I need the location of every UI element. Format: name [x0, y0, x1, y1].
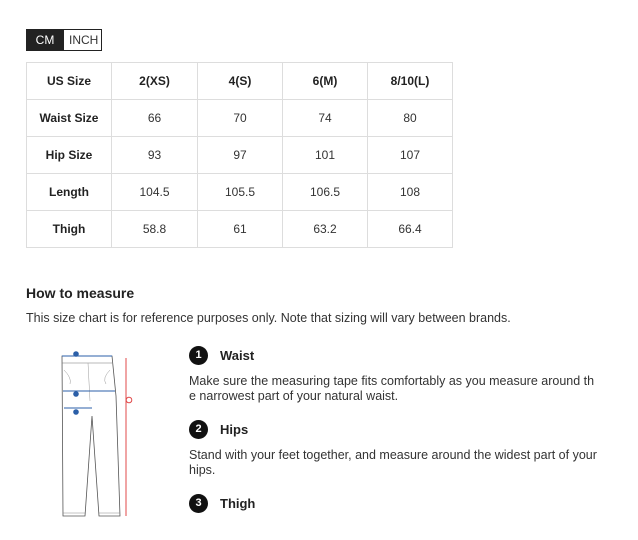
table-cell: 101	[283, 137, 368, 174]
table-cell: 80	[368, 100, 453, 137]
table-cell: 97	[198, 137, 283, 174]
step-description: Make sure the measuring tape fits comfortably as you measure around the narrowest part of your natural waist.	[189, 374, 595, 403]
table-row	[27, 211, 453, 248]
step-thigh	[189, 494, 599, 513]
how-to-measure-title: How to measure	[26, 285, 135, 301]
step-waist	[189, 346, 599, 404]
column-header: 4(S)	[198, 63, 283, 100]
table-cell: 106.5	[283, 174, 368, 211]
column-header: 6(M)	[283, 63, 368, 100]
table-row	[27, 100, 453, 137]
table-cell: 70	[198, 100, 283, 137]
how-to-measure-description: This size chart is for reference purposes only. Note that sizing will vary between brands.	[26, 311, 511, 325]
step-hips	[189, 420, 599, 478]
table-cell: 104.5	[112, 174, 198, 211]
table-cell: 108	[368, 174, 453, 211]
pants-measurement-diagram-icon	[50, 346, 150, 521]
table-row	[27, 137, 453, 174]
unit-toggle	[26, 29, 102, 51]
table-cell: 74	[283, 100, 368, 137]
size-chart-table	[26, 62, 453, 248]
table-cell: 93	[112, 137, 198, 174]
step-number-badge: 1	[189, 346, 208, 365]
inch-button[interactable]: INCH	[64, 29, 102, 51]
row-label: Thigh	[27, 211, 112, 248]
column-header: 8/10(L)	[368, 63, 453, 100]
step-number-badge: 3	[189, 494, 208, 513]
table-row	[27, 174, 453, 211]
step-number-badge: 2	[189, 420, 208, 439]
table-cell: 66.4	[368, 211, 453, 248]
table-cell: 58.8	[112, 211, 198, 248]
row-label: Waist Size	[27, 100, 112, 137]
column-header: 2(XS)	[112, 63, 198, 100]
column-header: US Size	[27, 63, 112, 100]
table-cell: 63.2	[283, 211, 368, 248]
table-header-row	[27, 63, 453, 100]
table-cell: 66	[112, 100, 198, 137]
cm-button[interactable]: CM	[26, 29, 64, 51]
step-description: Stand with your feet together, and measure around the widest part of your hips.	[189, 448, 597, 477]
table-cell: 105.5	[198, 174, 283, 211]
row-label: Hip Size	[27, 137, 112, 174]
row-label: Length	[27, 174, 112, 211]
step-title: Hips	[220, 422, 249, 437]
step-title: Waist	[220, 348, 255, 363]
step-title: Thigh	[220, 496, 256, 511]
table-cell: 107	[368, 137, 453, 174]
table-cell: 61	[198, 211, 283, 248]
